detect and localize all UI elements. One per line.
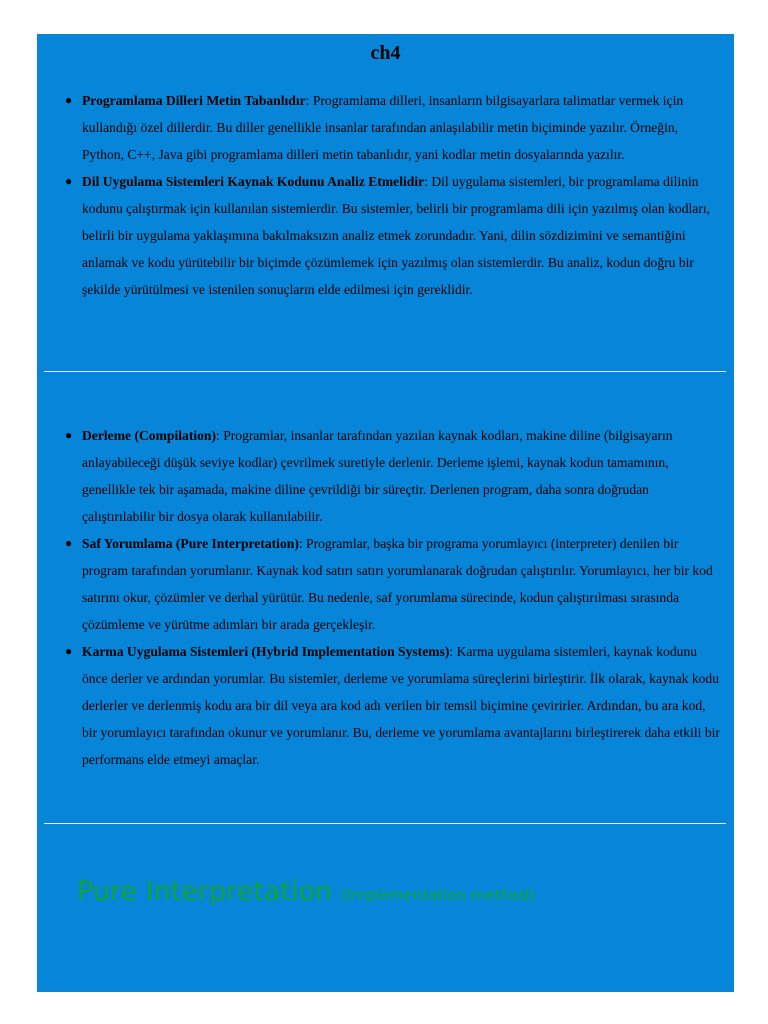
list-item: [65, 638, 722, 773]
list-item: [65, 530, 722, 638]
bullet-list-1: [65, 87, 722, 303]
item-term: Programlama Dilleri Metin Tabanlıdır: [82, 93, 306, 108]
document-panel: [37, 34, 734, 992]
bullet-icon: ●: [65, 93, 73, 107]
bullet-icon: ●: [65, 174, 73, 188]
item-term: Karma Uygulama Sistemleri (Hybrid Implementation Systems): [82, 644, 450, 659]
item-term: Derleme (Compilation): [82, 428, 217, 443]
item-text: : Dil uygulama sistemleri, bir programlama dilinin kodunu çalıştırmak için kullanılan sistemlerdir. Bu sistemler, belirli bir programlama dili için yazılmış olan kodları, belirli bir uygulama yaklaşımına bakılmaksızın analiz etmek zorundadır. Yani, dilin sözdizimini ve semantiğini anlamak ve kodu yürütebilir bir biçimde çözümlemek için yazılmış olan sistemlerdir. Bu analiz, kodun doğru bir şekilde yürütülmesi ve istenilen sonuçların elde edilmesi için gereklidir.: [82, 174, 711, 297]
item-text: : Programlar, insanlar tarafından yazılan kaynak kodları, makine diline (bilgisayarın anlayabileceği düşük seviye kodlar) çevrilmek suretiyle derlenir. Derleme işlemi, kaynak kodun tamamının, genellikle tek bir aşamada, makine diline çevrildiği bir süreçtir. Derlenen program, daha sonra doğrudan çalıştırılabilir bir dosya olarak kullanılabilir.: [82, 428, 673, 524]
bullet-icon: ●: [65, 536, 73, 550]
page-title: ch4: [370, 42, 401, 64]
item-term: Saf Yorumlama (Pure Interpretation): [82, 536, 299, 551]
divider: [44, 371, 726, 372]
bottom-heading-main: Pure Interpretation: [77, 876, 333, 907]
list-item: [65, 168, 722, 303]
bullet-icon: ●: [65, 644, 73, 658]
bottom-heading-sub: (Implementation method): [341, 886, 535, 904]
divider: [44, 823, 726, 824]
list-item: [65, 422, 722, 530]
bottom-heading: [77, 876, 535, 907]
item-text: : Programlar, başka bir programa yorumlayıcı (interpreter) denilen bir program tarafından yorumlanır. Kaynak kod satırı satırı yorumlanarak doğrudan çalıştırılır. Yorumlayıcı, her bir kod satırını okur, çözümler ve derhal yürütür. Bu nedenle, saf yorumlama sürecinde, kodun çalıştırılması sırasında çözümleme ve yürütme adımları bir arada gerçekleşir.: [82, 536, 713, 632]
item-text: : Karma uygulama sistemleri, kaynak kodunu önce derler ve ardından yorumlar. Bu sistemler, derleme ve yorumlama süreçlerini birleştirir. İlk olarak, kaynak kodu derlerler ve derlenmiş kodu ara bir dil veya ara kod adı verilen bir temsil biçimine çevirirler. Ardından, bu ara kod, bir yorumlayıcı tarafından okunur ve yorumlanır. Bu, derleme ve yorumlama avantajlarını birleştirerek daha etkili bir performans elde etmeyi amaçlar.: [82, 644, 720, 767]
item-term: Dil Uygulama Sistemleri Kaynak Kodunu Analiz Etmelidir: [82, 174, 425, 189]
bullet-list-2: [65, 422, 722, 773]
list-item: [65, 87, 722, 168]
item-text: : Programlama dilleri, insanların bilgisayarlara talimatlar vermek için kullandığı özel dillerdir. Bu diller genellikle insanlar tarafından anlaşılabilir metin biçiminde yazılır. Örneğin, Python, C++, Java gibi programlama dilleri metin tabanlıdır, yani kodlar metin dosyalarında yazılır.: [82, 93, 684, 162]
bullet-icon: ●: [65, 428, 73, 442]
